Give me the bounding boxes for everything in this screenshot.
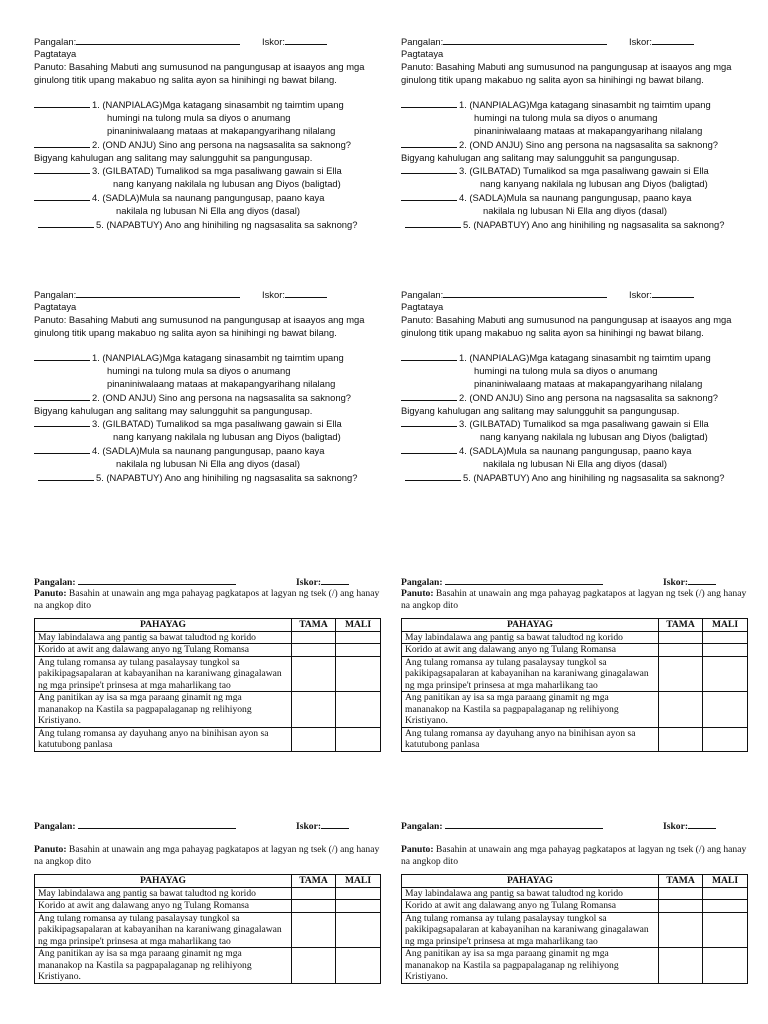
item-3-line-2: nang kanyang nakilala ng lubusan ang Diyos (baligtad) [113, 431, 341, 443]
table-row: May labindalawa ang pantig sa bawat taludtod ng korido [35, 631, 381, 644]
score-blank[interactable] [285, 288, 327, 298]
false-cell[interactable] [336, 644, 381, 657]
statement-table [34, 618, 381, 752]
score-blank[interactable] [688, 576, 716, 585]
table-row: May labindalawa ang pantig sa bawat taludtod ng korido [402, 887, 748, 900]
table-row: Ang tulang romansa ay dayuhang anyo na binihisan ayon sa katutubong panlasa [35, 727, 381, 751]
answer-blank[interactable] [405, 471, 461, 481]
sheet-instruction: Panuto: Basahin at unawain ang mga pahayag pagkatapos at lagyan ng tsek (/) ang hanay na angkop dito [34, 588, 380, 611]
table-row: Ang panitikan ay isa sa mga paraang ginamit ng mga mananakop na Kastila sa pagpapalaganap ng relihiyong Kristiyano. [35, 948, 381, 984]
false-cell[interactable] [336, 727, 381, 751]
statement-table [401, 874, 748, 984]
name-label: Pangalan: [401, 821, 443, 832]
false-cell[interactable] [703, 912, 748, 948]
answer-blank[interactable] [34, 444, 90, 454]
col-false: MALI [703, 875, 748, 888]
answer-blank[interactable] [34, 351, 90, 361]
quiz-instruction: Panuto: Basahing Mabuti ang sumusunod na pangungusap at isaayos ang mga ginulong titik upang makabuo ng salita ayon sa hinihingi ng bawat bilang. [34, 60, 365, 85]
score-blank[interactable] [652, 35, 694, 45]
name-blank[interactable] [443, 35, 607, 45]
score-label: Iskor: [663, 821, 689, 832]
answer-blank[interactable] [34, 191, 90, 201]
note: Bigyang kahulugan ang salitang may salungguhit sa pangungusap. [401, 404, 680, 416]
score-blank[interactable] [321, 820, 349, 829]
statement-table [34, 874, 381, 984]
item-3-line-2: nang kanyang nakilala ng lubusan ang Diyos (baligtad) [480, 178, 708, 190]
true-cell[interactable] [659, 727, 703, 751]
true-cell[interactable] [659, 644, 703, 657]
answer-blank[interactable] [401, 391, 457, 401]
col-statement: PAHAYAG [402, 875, 659, 888]
quiz-title: Pagtataya [34, 48, 77, 59]
true-cell[interactable] [292, 900, 336, 913]
false-cell[interactable] [336, 631, 381, 644]
table-row: Korido at awit ang dalawang anyo ng Tulang Romansa [35, 644, 381, 657]
name-label: Pangalan: [34, 821, 76, 832]
item-1: 1. (NANPIALAG)Mga katagang sinasambit ng taimtim upang [459, 99, 711, 111]
col-true: TAMA [292, 875, 336, 888]
item-4-line-2: nakilala ng lubusan Ni Ella ang diyos (dasal) [116, 457, 300, 469]
item-5: 5. (NAPABTUY) Ano ang hinihiling ng nagsasalita sa saknong? [96, 218, 358, 230]
false-cell[interactable] [336, 692, 381, 728]
answer-blank[interactable] [401, 417, 457, 427]
false-cell[interactable] [703, 656, 748, 692]
quiz-title: Pagtataya [401, 301, 444, 312]
true-cell[interactable] [292, 644, 336, 657]
score-label: Iskor: [262, 289, 285, 300]
quiz-top-right [401, 35, 733, 231]
name-blank[interactable] [76, 35, 240, 45]
false-cell[interactable] [703, 948, 748, 984]
true-cell[interactable] [659, 912, 703, 948]
score-blank[interactable] [688, 820, 716, 829]
table-row: Ang tulang romansa ay dayuhang anyo na binihisan ayon sa katutubong panlasa [402, 727, 748, 751]
table-row: Ang panitikan ay isa sa mga paraang ginamit ng mga mananakop na Kastila sa pagpapalaganap ng relihiyong Kristiyano. [35, 692, 381, 728]
item-3-line-2: nang kanyang nakilala ng lubusan ang Diyos (baligtad) [480, 431, 708, 443]
table-row: Ang tulang romansa ay tulang pasalaysay tungkol sa pakikipagsapalaran at kabayanihan na karaniwang ginagalawan ng mga prinsipe't prinsesa at mga maharlikang tao [35, 656, 381, 692]
answer-blank[interactable] [401, 444, 457, 454]
name-label: Pangalan: [34, 36, 77, 47]
table-row: Korido at awit ang dalawang anyo ng Tulang Romansa [402, 900, 748, 913]
item-1-line-2: humingi na tulong mula sa diyos o anumang [474, 112, 658, 124]
item-3: 3. (GILBATAD) Tumalikod sa mga pasaliwang gawain si Ella [459, 165, 709, 177]
true-cell[interactable] [659, 692, 703, 728]
col-statement: PAHAYAG [35, 875, 292, 888]
note: Bigyang kahulugan ang salitang may salungguhit sa pangungusap. [401, 151, 680, 163]
col-false: MALI [336, 619, 381, 632]
name-blank[interactable] [78, 820, 236, 829]
answer-blank[interactable] [38, 218, 94, 228]
item-1-line-2: humingi na tulong mula sa diyos o anumang [474, 365, 658, 377]
col-statement: PAHAYAG [402, 619, 659, 632]
answer-blank[interactable] [401, 138, 457, 148]
item-3-line-2: nang kanyang nakilala ng lubusan ang Diyos (baligtad) [113, 178, 341, 190]
table-row: Ang panitikan ay isa sa mga paraang ginamit ng mga mananakop na Kastila sa pagpapalaganap ng relihiyong Kristiyano. [402, 948, 748, 984]
item-4: 4. (SADLA)Mula sa naunang pangungusap, paano kaya [459, 444, 692, 456]
name-blank[interactable] [445, 576, 603, 585]
note: Bigyang kahulugan ang salitang may salungguhit sa pangungusap. [34, 151, 313, 163]
table-row: Ang tulang romansa ay tulang pasalaysay tungkol sa pakikipagsapalaran at kabayanihan na karaniwang ginagalawan ng mga prinsipe't prinsesa at mga maharlikang tao [402, 912, 748, 948]
name-blank[interactable] [78, 576, 236, 585]
true-cell[interactable] [292, 912, 336, 948]
false-cell[interactable] [703, 692, 748, 728]
name-blank[interactable] [443, 288, 607, 298]
true-cell[interactable] [292, 887, 336, 900]
name-label: Pangalan: [401, 577, 443, 588]
quiz-top-left [34, 35, 366, 231]
score-label: Iskor: [663, 577, 689, 588]
item-1-line-3: pinaniniwalaang mataas at makapangyarihang nilalang [474, 377, 703, 389]
false-cell[interactable] [336, 656, 381, 692]
false-cell[interactable] [703, 900, 748, 913]
score-label: Iskor: [296, 577, 322, 588]
col-true: TAMA [659, 875, 703, 888]
true-cell[interactable] [659, 887, 703, 900]
item-4: 4. (SADLA)Mula sa naunang pangungusap, paano kaya [92, 191, 325, 203]
item-5: 5. (NAPABTUY) Ano ang hinihiling ng nagsasalita sa saknong? [463, 471, 725, 483]
answer-blank[interactable] [401, 98, 457, 108]
score-blank[interactable] [321, 576, 349, 585]
item-1: 1. (NANPIALAG)Mga katagang sinasambit ng taimtim upang [459, 352, 711, 364]
false-cell[interactable] [703, 631, 748, 644]
item-4-line-2: nakilala ng lubusan Ni Ella ang diyos (dasal) [116, 204, 300, 216]
answer-blank[interactable] [401, 164, 457, 174]
score-blank[interactable] [652, 288, 694, 298]
table-row: Ang tulang romansa ay tulang pasalaysay tungkol sa pakikipagsapalaran at kabayanihan na karaniwang ginagalawan ng mga prinsipe't prinsesa at mga maharlikang tao [35, 912, 381, 948]
note: Bigyang kahulugan ang salitang may salungguhit sa pangungusap. [34, 404, 313, 416]
answer-blank[interactable] [34, 417, 90, 427]
true-cell[interactable] [292, 948, 336, 984]
sheet-instruction: Panuto: Basahin at unawain ang mga pahayag pagkatapos at lagyan ng tsek (/) ang hanay na angkop dito [34, 844, 380, 867]
score-label: Iskor: [629, 289, 652, 300]
table-row: Ang tulang romansa ay tulang pasalaysay tungkol sa pakikipagsapalaran at kabayanihan na karaniwang ginagalawan ng mga prinsipe't prinsesa at mga maharlikang tao [402, 656, 748, 692]
true-cell[interactable] [292, 656, 336, 692]
quiz-middle-right [401, 288, 733, 484]
col-statement: PAHAYAG [35, 619, 292, 632]
quiz-instruction: Panuto: Basahing Mabuti ang sumusunod na pangungusap at isaayos ang mga ginulong titik upang makabuo ng salita ayon sa hinihingi ng bawat bilang. [401, 60, 732, 85]
quiz-title: Pagtataya [401, 48, 444, 59]
true-cell[interactable] [292, 631, 336, 644]
quiz-title: Pagtataya [34, 301, 77, 312]
sheet-instruction: Panuto: Basahin at unawain ang mga pahayag pagkatapos at lagyan ng tsek (/) ang hanay na angkop dito [401, 844, 747, 867]
false-cell[interactable] [703, 644, 748, 657]
true-cell[interactable] [292, 692, 336, 728]
name-label: Pangalan: [34, 577, 76, 588]
item-1: 1. (NANPIALAG)Mga katagang sinasambit ng taimtim upang [92, 352, 344, 364]
quiz-instruction: Panuto: Basahing Mabuti ang sumusunod na pangungusap at isaayos ang mga ginulong titik upang makabuo ng salita ayon sa hinihingi ng bawat bilang. [401, 313, 732, 338]
true-cell[interactable] [659, 948, 703, 984]
item-5: 5. (NAPABTUY) Ano ang hinihiling ng nagsasalita sa saknong? [96, 471, 358, 483]
item-3: 3. (GILBATAD) Tumalikod sa mga pasaliwang gawain si Ella [92, 165, 342, 177]
false-cell[interactable] [336, 948, 381, 984]
col-false: MALI [336, 875, 381, 888]
true-cell[interactable] [292, 727, 336, 751]
item-2: 2. (OND ANJU) Sino ang persona na nagsasalita sa saknong? [92, 138, 352, 150]
truefalse-sheet-4 [401, 820, 747, 984]
score-label: Iskor: [629, 36, 652, 47]
item-1-line-2: humingi na tulong mula sa diyos o anumang [107, 112, 291, 124]
col-false: MALI [703, 619, 748, 632]
false-cell[interactable] [336, 887, 381, 900]
item-4: 4. (SADLA)Mula sa naunang pangungusap, paano kaya [459, 191, 692, 203]
quiz-instruction: Panuto: Basahing Mabuti ang sumusunod na pangungusap at isaayos ang mga ginulong titik upang makabuo ng salita ayon sa hinihingi ng bawat bilang. [34, 313, 365, 338]
item-2: 2. (OND ANJU) Sino ang persona na nagsasalita sa saknong? [459, 138, 719, 150]
item-3: 3. (GILBATAD) Tumalikod sa mga pasaliwang gawain si Ella [92, 418, 342, 430]
item-3: 3. (GILBATAD) Tumalikod sa mga pasaliwang gawain si Ella [459, 418, 709, 430]
item-2: 2. (OND ANJU) Sino ang persona na nagsasalita sa saknong? [459, 391, 719, 403]
truefalse-sheet-1 [34, 576, 380, 752]
answer-blank[interactable] [401, 351, 457, 361]
true-cell[interactable] [659, 900, 703, 913]
score-blank[interactable] [285, 35, 327, 45]
statement-table [401, 618, 748, 752]
answer-blank[interactable] [401, 191, 457, 201]
answer-blank[interactable] [34, 164, 90, 174]
table-row: Korido at awit ang dalawang anyo ng Tulang Romansa [35, 900, 381, 913]
item-2: 2. (OND ANJU) Sino ang persona na nagsasalita sa saknong? [92, 391, 352, 403]
sheet-instruction: Panuto: Basahin at unawain ang mga pahayag pagkatapos at lagyan ng tsek (/) ang hanay na angkop dito [401, 588, 747, 611]
table-row: May labindalawa ang pantig sa bawat taludtod ng korido [402, 631, 748, 644]
answer-blank[interactable] [34, 391, 90, 401]
name-label: Pangalan: [401, 289, 444, 300]
item-1: 1. (NANPIALAG)Mga katagang sinasambit ng taimtim upang [92, 99, 344, 111]
answer-blank[interactable] [38, 471, 94, 481]
item-1-line-3: pinaniniwalaang mataas at makapangyarihang nilalang [107, 377, 336, 389]
col-true: TAMA [292, 619, 336, 632]
item-4-line-2: nakilala ng lubusan Ni Ella ang diyos (dasal) [483, 457, 667, 469]
false-cell[interactable] [703, 887, 748, 900]
answer-blank[interactable] [405, 218, 461, 228]
answer-blank[interactable] [34, 98, 90, 108]
item-1-line-3: pinaniniwalaang mataas at makapangyarihang nilalang [474, 124, 703, 136]
table-row: Ang panitikan ay isa sa mga paraang ginamit ng mga mananakop na Kastila sa pagpapalaganap ng relihiyong Kristiyano. [402, 692, 748, 728]
score-label: Iskor: [262, 36, 285, 47]
table-row: Korido at awit ang dalawang anyo ng Tulang Romansa [402, 644, 748, 657]
truefalse-sheet-3 [34, 820, 380, 984]
name-label: Pangalan: [34, 289, 77, 300]
name-blank[interactable] [76, 288, 240, 298]
name-label: Pangalan: [401, 36, 444, 47]
item-4-line-2: nakilala ng lubusan Ni Ella ang diyos (dasal) [483, 204, 667, 216]
true-cell[interactable] [659, 631, 703, 644]
truefalse-sheet-2 [401, 576, 747, 752]
score-label: Iskor: [296, 821, 322, 832]
item-1-line-2: humingi na tulong mula sa diyos o anumang [107, 365, 291, 377]
quiz-middle-left [34, 288, 366, 484]
name-blank[interactable] [445, 820, 603, 829]
table-row: May labindalawa ang pantig sa bawat taludtod ng korido [35, 887, 381, 900]
true-cell[interactable] [659, 656, 703, 692]
item-4: 4. (SADLA)Mula sa naunang pangungusap, paano kaya [92, 444, 325, 456]
item-1-line-3: pinaniniwalaang mataas at makapangyarihang nilalang [107, 124, 336, 136]
false-cell[interactable] [336, 912, 381, 948]
false-cell[interactable] [336, 900, 381, 913]
item-5: 5. (NAPABTUY) Ano ang hinihiling ng nagsasalita sa saknong? [463, 218, 725, 230]
col-true: TAMA [659, 619, 703, 632]
answer-blank[interactable] [34, 138, 90, 148]
false-cell[interactable] [703, 727, 748, 751]
